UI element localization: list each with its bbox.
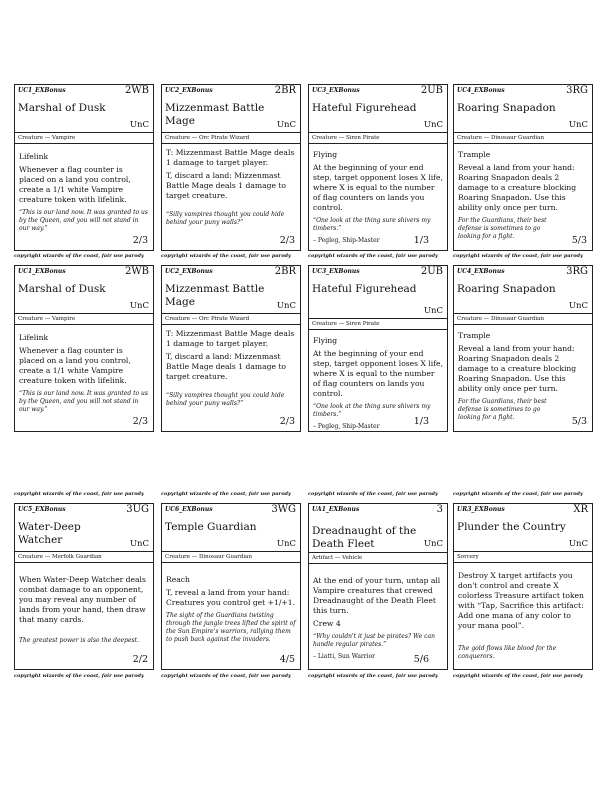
ability: T: Mizzenmast Battle Mage deals 1 damage to target player. <box>166 148 295 167</box>
rarity: UnC <box>276 539 296 549</box>
card-code: UC5_EXBonus <box>18 506 66 513</box>
card-name: Hateful Figurehead <box>312 283 417 295</box>
rules-text <box>162 143 300 250</box>
card-code: UR3_EXBonus <box>457 506 505 513</box>
mana-cost: XR <box>573 504 588 515</box>
type-line: Creature — Orc Pirate Wizard <box>162 132 300 145</box>
card-code: UC2_EXBonus <box>165 268 213 275</box>
card <box>453 265 593 432</box>
copyright-footer: copyright wizards of the coast, fair use parody <box>453 491 583 497</box>
flavor-attribution: – Pegleg, Ship-Master <box>313 237 380 244</box>
copyright-footer: copyright wizards of the coast, fair use parody <box>161 253 291 259</box>
rules-text <box>15 143 153 250</box>
ability: T, discard a land: Mizzenmast Battle Mage deals 1 damage to target creature. <box>166 352 286 381</box>
ability: Trample <box>458 331 491 340</box>
rules-text <box>309 143 447 250</box>
ability: Trample <box>458 150 491 159</box>
flavor-text: “This is our land now. It was granted to us by the Queen, and you will not stand in our way.” <box>19 209 148 232</box>
power-toughness: 2/3 <box>279 235 295 246</box>
rules-text <box>15 324 153 431</box>
flavor-text: For the Guardians, their best defense is sometimes to go looking for a fight. <box>458 398 547 421</box>
mana-cost: 2BR <box>274 266 296 277</box>
card-code: UC4_EXBonus <box>457 268 505 275</box>
copyright-footer: copyright wizards of the coast, fair use parody <box>308 253 438 259</box>
ability: T, discard a land: Mizzenmast Battle Mage deals 1 damage to target creature. <box>166 171 286 200</box>
power-toughness: 4/5 <box>279 654 295 665</box>
type-line: Artifact — Vehicle <box>309 552 447 565</box>
ability: At the beginning of your end step, target opponent loses X life, where X is equal to the number of flag counters on lands you control. <box>313 349 443 398</box>
ability: Flying <box>313 336 338 345</box>
card <box>14 84 154 251</box>
ability: Crew 4 <box>313 619 341 628</box>
mana-cost: 3RG <box>566 266 588 277</box>
card-code: UC4_EXBonus <box>457 87 505 94</box>
rules-text <box>15 562 153 669</box>
rules-text <box>454 143 592 250</box>
copyright-footer: copyright wizards of the coast, fair use parody <box>161 673 291 679</box>
card-code: UC3_EXBonus <box>312 268 360 275</box>
copyright-footer: copyright wizards of the coast, fair use parody <box>453 253 583 259</box>
power-toughness: 5/3 <box>571 235 587 246</box>
card <box>453 84 593 251</box>
ability: Whenever a flag counter is placed on a land you control, create a 1/1 white Vampire creature token with lifelink. <box>19 165 131 204</box>
rarity: UnC <box>423 306 443 316</box>
mana-cost: 3UG <box>126 504 149 515</box>
card-name: Dreadnaught of the Death Fleet <box>312 525 417 550</box>
rules-text <box>454 324 592 431</box>
flavor-text: “One look at the thing sure shivers my timbers.” <box>313 217 431 232</box>
type-line: Creature — Dinosaur Guardian <box>454 132 592 145</box>
rarity: UnC <box>568 539 588 549</box>
copyright-footer: copyright wizards of the coast, fair use parody <box>453 673 583 679</box>
flavor-text: “Why couldn't it just be pirates? We can handle regular pirates.” <box>313 633 435 648</box>
flavor-attribution: – Liatti, Sun Warrior <box>313 653 376 660</box>
card <box>14 265 154 432</box>
flavor-attribution: – Pegleg, Ship-Master <box>313 423 380 430</box>
power-toughness: 2/3 <box>132 235 148 246</box>
rarity: UnC <box>129 301 149 311</box>
card-code: UC3_EXBonus <box>312 87 360 94</box>
ability: Reveal a land from your hand: Roaring Snapadon deals 2 damage to a creature blocking Roaring Snapadon. Use this ability only once per turn. <box>458 163 577 212</box>
card-name: Marshal of Dusk <box>18 102 106 114</box>
mana-cost: 2UB <box>420 85 443 96</box>
rules-text <box>454 562 592 669</box>
card <box>453 503 593 670</box>
copyright-footer: copyright wizards of the coast, fair use parody <box>308 673 438 679</box>
rarity: UnC <box>276 120 296 130</box>
card <box>161 84 301 251</box>
copyright-footer: copyright wizards of the coast, fair use parody <box>14 673 144 679</box>
copyright-footer: copyright wizards of the coast, fair use parody <box>161 491 291 497</box>
type-line: Creature — Orc Pirate Wizard <box>162 313 300 326</box>
mana-cost: 2UB <box>420 266 443 277</box>
card-code: UC1_EXBonus <box>18 87 66 94</box>
ability: Flying <box>313 150 338 159</box>
mana-cost: 2WB <box>125 266 149 277</box>
type-line: Creature — Vampire <box>15 132 153 145</box>
card-name: Plunder the Country <box>457 521 566 533</box>
flavor-text: “This is our land now. It was granted to us by the Queen, and you will not stand in our way.” <box>19 390 148 413</box>
ability: T, reveal a land from your hand: Creatures you control get +1/+1. <box>166 588 295 607</box>
rules-text <box>162 562 300 669</box>
card-code: UA1_EXBonus <box>312 506 360 513</box>
flavor-text: The sight of the Guardians twisting through the jungle trees lifted the spirit of the Sun Empire's warriors, rallying them to push back against the invaders. <box>166 612 296 643</box>
mana-cost: 3RG <box>566 85 588 96</box>
rarity: UnC <box>423 120 443 130</box>
card-code: UC1_EXBonus <box>18 268 66 275</box>
rarity: UnC <box>423 539 443 549</box>
rules-text <box>162 324 300 431</box>
power-toughness: 1/3 <box>413 416 429 427</box>
copyright-footer: copyright wizards of the coast, fair use parody <box>14 491 144 497</box>
power-toughness: 1/3 <box>413 235 429 246</box>
power-toughness: 2/3 <box>132 416 148 427</box>
type-line: Creature — Siren Pirate <box>309 132 447 145</box>
type-line: Sorcery <box>454 551 592 564</box>
ability: Reach <box>166 575 190 584</box>
type-line: Creature — Merfolk Guardian <box>15 551 153 564</box>
card-code: UC2_EXBonus <box>165 87 213 94</box>
ability: Destroy X target artifacts you don't control and create X colorless Treasure artifact token with “Tap, Sacrifice this artifact: Add one mana of any color to your mana pool”. <box>458 571 584 630</box>
card <box>161 503 301 670</box>
card-name: Roaring Snapadon <box>457 283 556 295</box>
mana-cost: 2BR <box>274 85 296 96</box>
ability: Lifelink <box>19 152 49 161</box>
card-code: UC6_EXBonus <box>165 506 213 513</box>
ability: T: Mizzenmast Battle Mage deals 1 damage to target player. <box>166 329 295 348</box>
power-toughness: 2/2 <box>132 654 148 665</box>
card-name: Roaring Snapadon <box>457 102 556 114</box>
mana-cost: 2WB <box>125 85 149 96</box>
ability: When Water-Deep Watcher deals combat damage to an opponent, you may reveal any number of lands from your hand, then draw that many cards. <box>19 575 146 624</box>
copyright-footer: copyright wizards of the coast, fair use parody <box>14 253 144 259</box>
flavor-text: “Silly vampires thought you could hide behind your puny walls?” <box>166 392 285 407</box>
card <box>14 503 154 670</box>
rarity: UnC <box>276 301 296 311</box>
card-name: Temple Guardian <box>165 521 257 533</box>
type-line: Creature — Dinosaur Guardian <box>454 313 592 326</box>
card-name: Mizzenmast Battle Mage <box>165 283 265 308</box>
flavor-text: For the Guardians, their best defense is sometimes to go looking for a fight. <box>458 217 547 240</box>
ability: At the beginning of your end step, target opponent loses X life, where X is equal to the number of flag counters on lands you control. <box>313 163 443 212</box>
mana-cost: 3WG <box>271 504 296 515</box>
card <box>308 84 448 251</box>
flavor-text: “Silly vampires thought you could hide behind your puny walls?” <box>166 211 285 226</box>
type-line: Creature — Dinosaur Guardian <box>162 551 300 564</box>
card <box>308 265 448 432</box>
flavor-text: The greatest power is also the deepest. <box>19 637 139 644</box>
card <box>308 503 448 670</box>
flavor-text: The gold flows like blood for the conquerors. <box>458 645 557 660</box>
type-line: Creature — Siren Pirate <box>309 318 447 331</box>
power-toughness: 5/6 <box>413 654 429 665</box>
copyright-footer: copyright wizards of the coast, fair use parody <box>308 491 438 497</box>
rarity: UnC <box>129 120 149 130</box>
card-name: Hateful Figurehead <box>312 102 417 114</box>
ability: Whenever a flag counter is placed on a land you control, create a 1/1 white Vampire creature token with lifelink. <box>19 346 131 385</box>
card-name: Marshal of Dusk <box>18 283 106 295</box>
mana-cost: 3 <box>436 504 443 515</box>
rarity: UnC <box>129 539 149 549</box>
power-toughness: 5/3 <box>571 416 587 427</box>
ability: Lifelink <box>19 333 49 342</box>
card <box>161 265 301 432</box>
ability: At the end of your turn, untap all Vampire creatures that crewed Dreadnaught of the Death Fleet this turn. <box>313 576 441 615</box>
card-name: Mizzenmast Battle Mage <box>165 102 265 127</box>
type-line: Creature — Vampire <box>15 313 153 326</box>
card-name: Water-Deep Watcher <box>18 521 81 546</box>
power-toughness: 2/3 <box>279 416 295 427</box>
rarity: UnC <box>568 120 588 130</box>
ability: Reveal a land from your hand: Roaring Snapadon deals 2 damage to a creature blocking Roaring Snapadon. Use this ability only once per turn. <box>458 344 577 393</box>
rarity: UnC <box>568 301 588 311</box>
flavor-text: “One look at the thing sure shivers my timbers.” <box>313 403 431 418</box>
